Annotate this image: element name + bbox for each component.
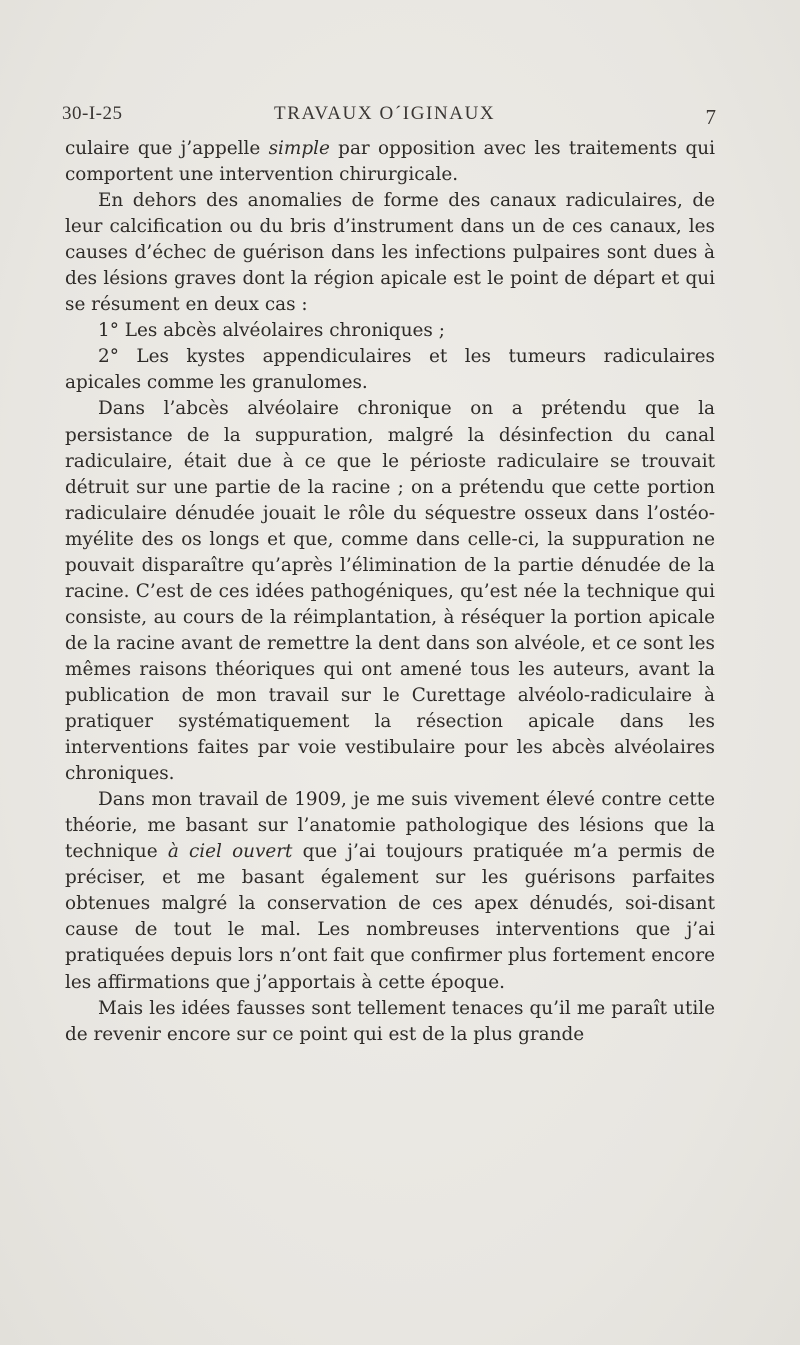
page-number: 7 [705, 105, 716, 129]
italic-term: simple [268, 138, 330, 159]
italic-term: à ciel ouvert [167, 841, 293, 863]
paragraph-1909 [65, 787, 715, 995]
header-date: 30-I-25 [62, 103, 123, 124]
list-item-1: 1° Les abcès alvéolaires chroniques ; [98, 320, 445, 342]
text-run: par opposition avec les traitements qui comportent une intervention chirurgicale. [65, 138, 715, 186]
running-header [62, 101, 716, 131]
text-run: culaire que j’appelle [65, 138, 269, 159]
list-item-2: 2° Les kystes appendiculaires et les tumeurs radiculaires apicales comme les granulomes. [65, 346, 715, 394]
text-run: que j’ai toujours pratiquée m’a permis de préciser, et me basant également sur les guérisons parfaites obtenues malgré la conservation de ces apex dénudés, soi-disant cause de tout le mal. Les nombreuses interventions que j’ai pratiquées depuis lors n’ont fait que confirmer plus fortement encore les affirmations que j’apportais à cette époque. [65, 841, 715, 993]
paragraph-abces: Dans l’abcès alvéolaire chronique on a prétendu que la persistance de la suppuration, malgré la désinfection du canal radiculaire, était due à ce que le périoste radiculaire se trouvait détruit sur une partie de la racine ; on a prétendu que cette portion radiculaire dénudée jouait le rôle du séquestre osseux dans l’ostéo-myélite des os longs et que, comme dans celle-ci, la suppuration ne pouvait disparaître qu’après l’élimination de la partie dénudée de la racine. C’est de ces idées pathogéniques, qu’est née la technique qui consiste, au cours de la réimplantation, à réséquer la portion apicale de la racine avant de remettre la dent dans son alvéole, et ce sont les mêmes raisons théoriques qui ont amené tous les auteurs, avant la publication de mon travail sur le Curettage alvéolo-radiculaire à pratiquer systématiquement la résection apicale dans les interventions faites par voie vestibulaire pour les abcès alvéolaires chroniques. [65, 398, 715, 785]
header-section-title: TRAVAUX O´IGINAUX [274, 103, 496, 124]
paragraph-causes: En dehors des anomalies de forme des canaux radiculaires, de leur calcification ou du bris d’instrument dans un de ces canaux, les causes d’échec de guérison dans les infections pulpaires sont dues à des lésions graves dont la région apicale est le point de départ et qui se résument en deux cas : [65, 190, 715, 316]
text-run: Dans mon travail de 1909, je me suis vivement élevé contre cette théorie, me basant sur l’anatomie pathologique des lésions que la technique [65, 789, 715, 863]
body-text [65, 136, 715, 1048]
paragraph-continuation [65, 136, 715, 188]
paragraph-idees-fausses: Mais les idées fausses sont tellement tenaces qu’il me paraît utile de revenir encore sur ce point qui est de la plus grande [65, 997, 715, 1045]
